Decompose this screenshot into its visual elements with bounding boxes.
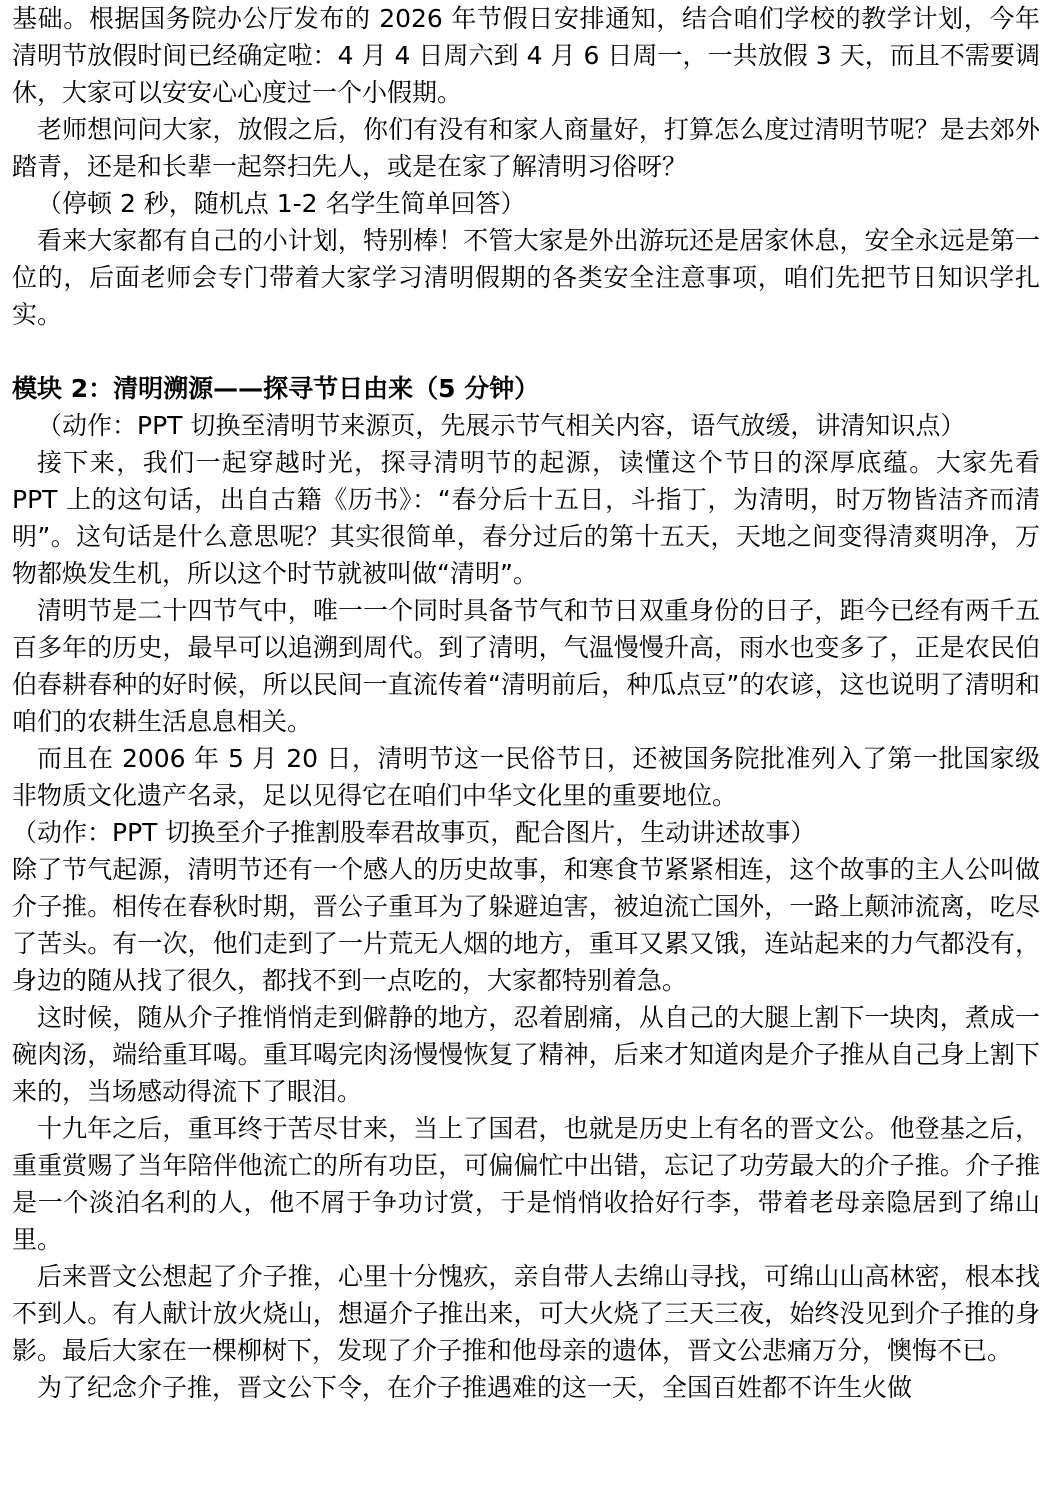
paragraph-jie-zitui-sacrifice: 这时候，随从介子推悄悄走到僻静的地方，忍着剧痛，从自己的大腿上割下一块肉，煮成一碗肉汤，端给重耳喝。重耳喝完肉汤慢慢恢复了精神，后来才知道肉是介子推从自己身上割下来的，当场感动得流下了眼泪。 [12,1003,1040,1106]
paragraph-stage-direction-ppt-origin: （动作：PPT 切换至清明节来源页，先展示节气相关内容，语气放缓，讲清知识点） [37,411,966,440]
paragraph-safety-note: 看来大家都有自己的小计划，特别棒！不管大家是外出游玩还是居家休息，安全永远是第一位的，后面老师会专门带着大家学习清明假期的各类安全注意事项，咱们先把节日知识学扎实。 [12,226,1040,329]
paragraph-solar-term: 清明节是二十四节气中，唯一一个同时具备节气和节日双重身份的日子，距今已经有两千五百多年的历史，最早可以追溯到周代。到了清明，气温慢慢升高，雨水也变多了，正是农民伯伯春耕春种的好时候，所以民间一直流传着“清明前后，种瓜点豆”的农谚，这也说明了清明和咱们的农耕生活息息相关。 [12,596,1040,736]
paragraph-intangible-heritage: 而且在 2006 年 5 月 20 日，清明节这一民俗节日，还被国务院批准列入了第一批国家级非物质文化遗产名录，足以见得它在咱们中华文化里的重要地位。 [12,744,1040,810]
paragraph-jin-wengong-reward: 十九年之后，重耳终于苦尽甘来，当上了国君，也就是历史上有名的晋文公。他登基之后，重重赏赐了当年陪伴他流亡的所有功臣，可偏偏忙中出错，忘记了功劳最大的介子推。介子推是一个淡泊名利的人，他不屑于争功讨赏，于是悄悄收拾好行李，带着老母亲隐居到了绵山里。 [12,1114,1040,1254]
paragraph-stage-direction-pause: （停顿 2 秒，随机点 1-2 名学生简单回答） [37,189,526,218]
paragraph-commemoration: 为了纪念介子推，晋文公下令，在介子推遇难的这一天，全国百姓都不许生火做 [37,1373,913,1402]
blank-line [12,333,1040,370]
paragraph-stage-direction-ppt-story: （动作：PPT 切换至介子推割股奉君故事页，配合图片，生动讲述故事） [12,818,816,847]
paragraph-origin-lishu: 接下来，我们一起穿越时光，探寻清明节的起源，读懂这个节日的深厚底蕴。大家先看 PPT 上的这句话，出自古籍《历书》：“春分后十五日，斗指丁，为清明，时万物皆洁齐而清明”。这句话是什么意思呢？其实很简单，春分过后的第十五天，天地之间变得清爽明净，万物都焕发生机，所以这个时节就被叫做“清明”。 [12,448,1040,588]
paragraph-jie-zitui-intro: 除了节气起源，清明节还有一个感人的历史故事，和寒食节紧紧相连，这个故事的主人公叫做介子推。相传在春秋时期，晋公子重耳为了躲避迫害，被迫流亡国外，一路上颠沛流离，吃尽了苦头。有一次，他们走到了一片荒无人烟的地方，重耳又累又饿，连站起来的力气都没有，身边的随从找了很久，都找不到一点吃的，大家都特别着急。 [12,855,1040,995]
paragraph-mianshan-fire: 后来晋文公想起了介子推，心里十分愧疚，亲自带人去绵山寻找，可绵山山高林密，根本找不到人。有人献计放火烧山，想逼介子推出来，可大火烧了三天三夜，始终没见到介子推的身影。最后大家在一棵柳树下，发现了介子推和他母亲的遗体，晋文公悲痛万分，懊悔不已。 [12,1262,1040,1365]
module-heading: 模块 2：清明溯源——探寻节日由来（5 分钟） [12,374,540,403]
paragraph-holiday-schedule: 基础。根据国务院办公厅发布的 2026 年节假日安排通知，结合咱们学校的教学计划，今年清明节放假时间已经确定啦：4 月 4 日周六到 4 月 6 日周一，一共放假 3 天，而且不需要调休，大家可以安安心心度过一个小假期。 [12,4,1040,107]
paragraph-teacher-question: 老师想问问大家，放假之后，你们有没有和家人商量好，打算怎么度过清明节呢？是去郊外踏青，还是和长辈一起祭扫先人，或是在家了解清明习俗呀？ [12,115,1040,181]
